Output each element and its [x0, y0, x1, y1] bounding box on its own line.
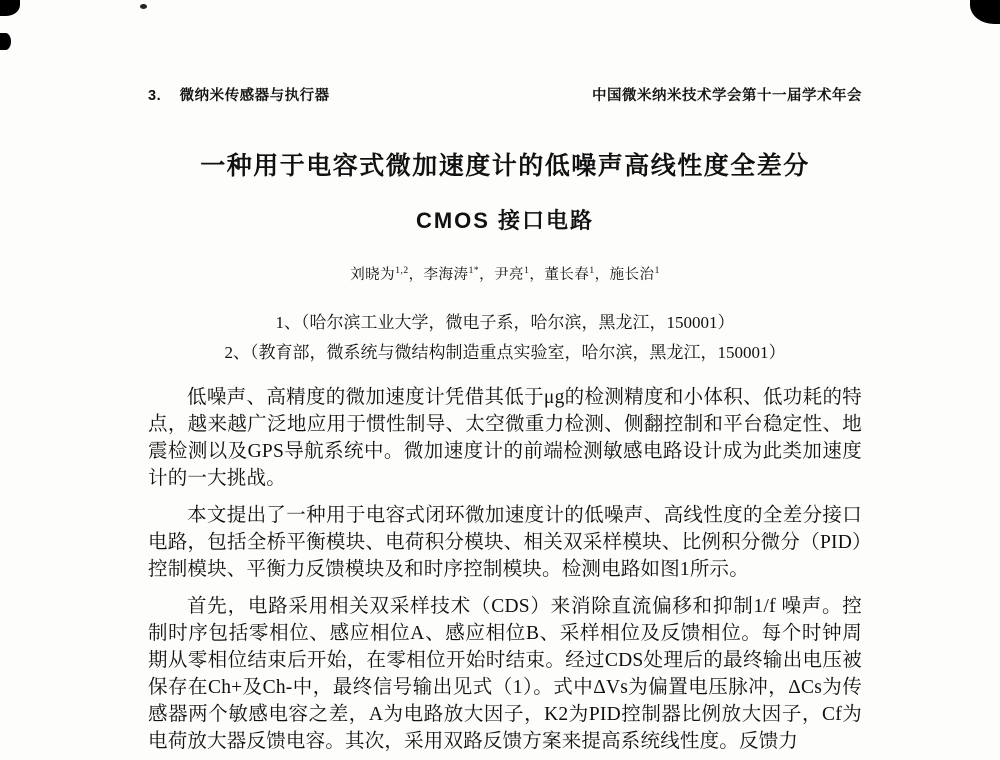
- author-affil-marker: 1: [654, 266, 660, 277]
- page-content: [148, 84, 862, 755]
- author: 尹亮$^1$，: [494, 266, 545, 284]
- author-affil-marker: 1*: [468, 266, 480, 277]
- author-list: [148, 263, 862, 284]
- scan-artifact-top-left: [0, 0, 20, 16]
- paragraph-3: 首先，电路采用相关双采样技术（CDS）来消除直流偏移和抑制1/f 噪声。控制时序包括零相位、感应相位A、感应相位B、采样相位及反馈相位。每个时钟周期从零相位结束后开始，在零相位开始时结束。经过CDS处理后的最终输出电压被保存在Ch+及Ch-中，最终信号输出见式（1）。式中ΔVs为偏置电压脉冲，ΔCs为传感器两个敏感电容之差，A为电路放大因子，K2为PID控制器比例放大因子，Cf为电荷放大器反馈电容。其次，采用双路反馈方案来提高系统线性度。反馈力: [148, 595, 862, 752]
- paper-title-line1: 一种用于电容式微加速度计的低噪声高线性度全差分: [200, 152, 810, 180]
- author: 李海涛$^{1*}$，: [423, 266, 495, 284]
- author-affil-marker: 1,2: [395, 266, 409, 277]
- paragraph-1: 低噪声、高精度的微加速度计凭借其低于μg的检测精度和小体积、低功耗的特点，越来越广泛地应用于惯性制导、太空微重力检测、侧翻控制和平台稳定性、地震检测以及GPS导航系统中。微加速度计的前端检测敏感电路设计成为此类加速度计的一大挑战。: [148, 386, 862, 489]
- scan-artifact-top-right: [970, 0, 1000, 24]
- section-title: 微纳米传感器与执行器: [179, 88, 330, 104]
- paper-title-line2: CMOS 接口电路: [415, 208, 595, 234]
- running-head: [148, 84, 862, 105]
- affiliation-list: [148, 308, 862, 368]
- running-head-section: [148, 84, 330, 105]
- section-number: 3.: [148, 88, 162, 104]
- affiliation-2: 2、（教育部，微系统与微结构制造重点实验室，哈尔滨，黑龙江，150001）: [224, 343, 786, 362]
- abstract-body: [148, 384, 862, 755]
- author: 刘晓为$^{1,2}$，: [350, 266, 424, 284]
- author: 施长治$^1$: [609, 266, 660, 284]
- affiliation-1: 1、（哈尔滨工业大学，微电子系，哈尔滨，黑龙江，150001）: [275, 313, 735, 333]
- author-affil-marker: 1: [589, 266, 595, 277]
- scan-artifact-left-edge: [0, 33, 11, 50]
- author: 董长春$^1$，: [544, 266, 610, 284]
- paragraph-2: 本文提出了一种用于电容式闭环微加速度计的低噪声、高线性度的全差分接口电路，包括全桥平衡模块、电荷积分模块、相关双采样模块、比例积分微分（PID）控制模块、平衡力反馈模块及和时序控制模块。检测电路如图1所示。: [148, 504, 862, 580]
- scan-artifact-speck: [140, 4, 147, 9]
- author-affil-marker: 1: [524, 266, 530, 277]
- running-head-conference: 中国微米纳米技术学会第十一届学术年会: [592, 88, 862, 104]
